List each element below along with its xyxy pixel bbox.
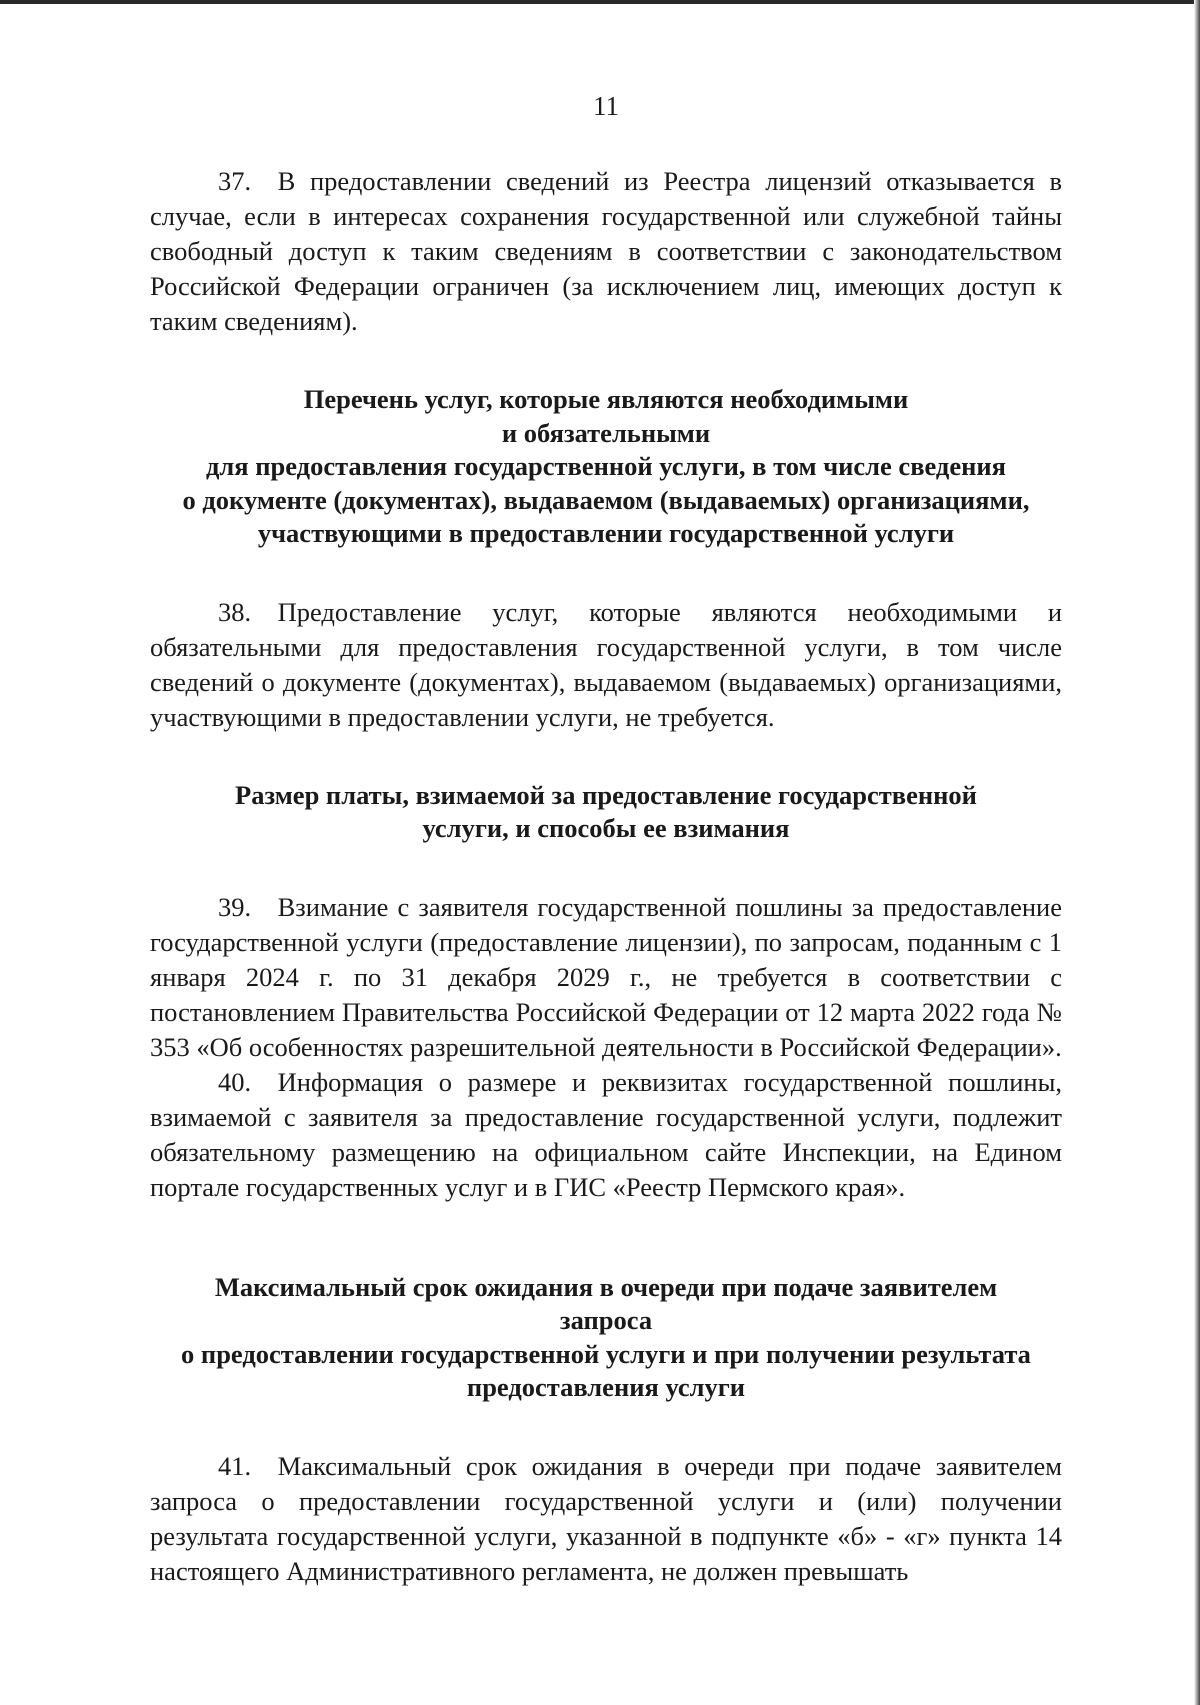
heading-max-waiting-time <box>150 1271 1062 1405</box>
document-page <box>150 88 1062 1589</box>
heading-line: услуги, и способы ее взимания <box>422 813 790 843</box>
scan-edge-right <box>1194 0 1200 1705</box>
paragraph-39: 39. Взимание с заявителя государственной пошлины за предоставление государственной услуги (предоставление лицензии), по запросам, поданным с 1 января 2024 г. по 31 декабря 2029 г., не требуется в соответствии с постановлением Правительства Российской Федерации от 12 марта 2022 года № 353 «Об особенностях разрешительной деятельности в Российской Федерации». <box>150 891 1062 1062</box>
paragraph-37: 37. В предоставлении сведений из Реестра лицензий отказывается в случае, если в интересах сохранения государственной или служебной тайны свободный доступ к таким сведениям в соответствии с законодательством Российской Федерации ограничен (за исключением лиц, имеющих доступ к таким сведениям). <box>150 166 1062 336</box>
heading-line: о документе (документах), выдаваемом (выдаваемых) организациями, <box>182 484 1030 515</box>
heading-line: Перечень услуг, которые являются необходимыми <box>303 384 909 414</box>
heading-line: предоставления услуги <box>466 1372 746 1402</box>
scan-edge-top <box>0 0 1200 4</box>
heading-fee-size <box>150 779 1062 846</box>
paragraph-40: 40. Информация о размере и реквизитах государственной пошлины, взимаемой с заявителя за предоставление государственной услуги, подлежит обязательному размещению на официальном сайте Инспекции, на Едином портале государственных услуг и в ГИС «Реестр Пермского края». <box>150 1066 1062 1202</box>
paragraph-38: 38. Предоставление услуг, которые являются необходимыми и обязательными для предоставления государственной услуги, в том числе сведений о документе (документах), выдаваемом (выдаваемых) организациями, участвующими в предоставлении услуги, не требуется. <box>150 596 1062 732</box>
heading-line: участвующими в предоставлении государственной услуги <box>257 518 955 548</box>
heading-required-services <box>150 383 1062 551</box>
heading-line: Размер платы, взимаемой за предоставление государственной <box>235 779 977 810</box>
page-number: 11 <box>593 91 619 121</box>
heading-line: для предоставления государственной услуги, в том числе сведения <box>206 451 1006 481</box>
heading-line: о предоставлении государственной услуги и при получении результата <box>181 1338 1031 1369</box>
heading-line: запроса <box>559 1305 653 1335</box>
paragraph-41: 41. Максимальный срок ожидания в очереди при подаче заявителем запроса о предоставлении государственной услуги и (или) получении результата государственной услуги, указанной в подпункте «б» - «г» пункта 14 настоящего Административного регламента, не должен превышать <box>150 1450 1062 1586</box>
heading-line: и обязательными <box>501 417 711 448</box>
heading-line: Максимальный срок ожидания в очереди при подаче заявителем <box>214 1271 998 1302</box>
